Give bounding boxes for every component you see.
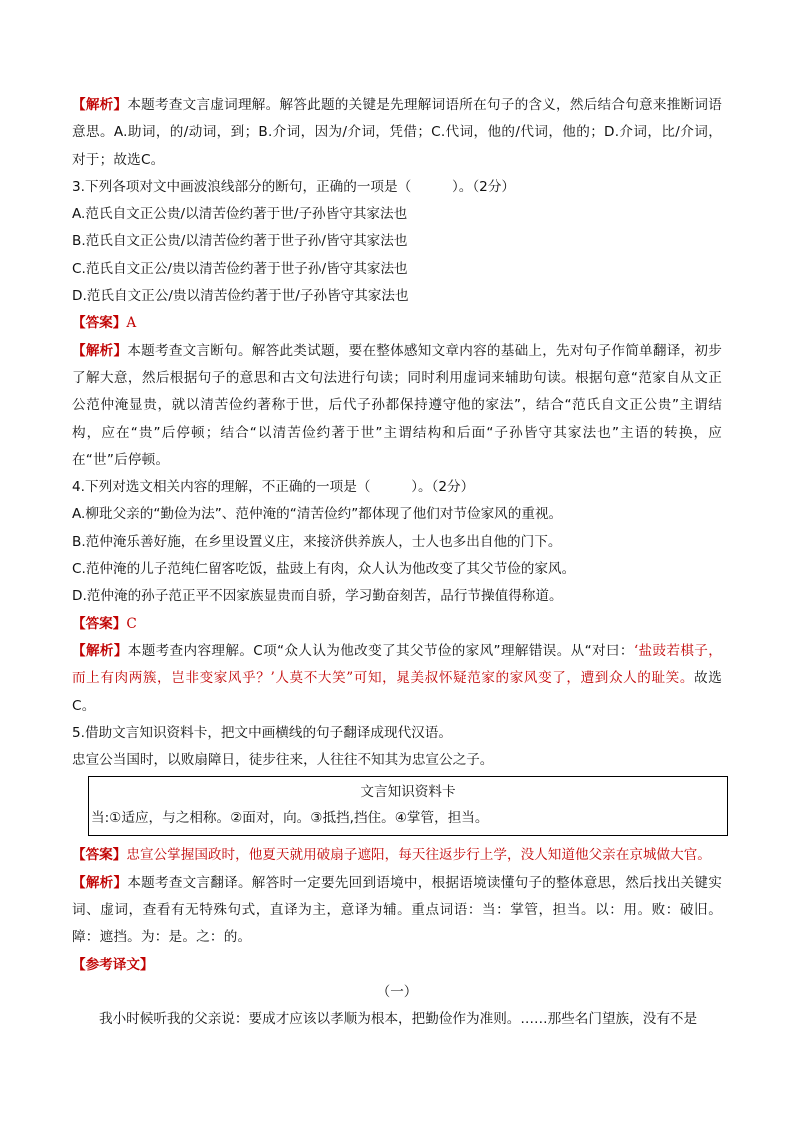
translation-heading: 【参考译文】: [72, 956, 154, 973]
q3-option-c: C.范氏自文正公/贵以清苦俭约著于世子孙/皆守其家法也: [72, 260, 408, 277]
analysis-tag: 【解析】: [72, 642, 128, 659]
q3-option-d: D.范氏自文正公/贵以清苦俭约著于世/子孙皆守其家法也: [72, 288, 409, 305]
analysis-quote: ‘盐豉若棋子，而上有肉两簇，岂非变家风乎？’人莫不大笑”可知，晁美叔怀疑范家的家风变了，遭到众人的耻笑。: [72, 642, 723, 687]
knowledge-card-title: 文言知识资料卡: [360, 784, 456, 801]
analysis-conclusion: 故选C。: [72, 670, 722, 714]
analysis-tag: 【解析】: [72, 874, 128, 891]
question-4-stem: 4.下列对选文相关内容的理解，不正确的一项是（ ）。（2分）: [72, 479, 475, 496]
answer-tag: 【答案】: [72, 847, 127, 864]
q4-option-c: C.范仲淹的儿子范纯仁留客吃饭，盐豉上有肉，众人认为他改变了其父节俭的家风。: [72, 561, 576, 578]
analysis-text: 本题考查文言断句。解答此类试题，要在整体感知文章内容的基础上，先对句子作简单翻译，初步了解大意，然后根据句子的意思和古文句法进行句读；同时利用虚词来辅助句读。根据句意“范家自从文正公范仲淹显贵，就以清苦俭约著称于世，后代子孙都保持遵守他的家法”，结合“范氏自文正公贵”主谓结构，应在“贵”后停顿；结合“以清苦俭约著于世”主谓结构和后面“子孙皆守其家法也”主语的转换，应在“世”后停顿。: [72, 342, 722, 468]
question-5-stem: 5.借助文言知识资料卡，把文中画横线的句子翻译成现代汉语。: [72, 724, 452, 741]
document-page: [72, 92, 722, 1034]
answer-value: C: [126, 615, 137, 632]
q5-analysis: [72, 870, 722, 952]
translation-section-number: （一）: [376, 983, 418, 1000]
q5-answer: [72, 842, 722, 869]
q4-option-a: A.柳玭父亲的“勤俭为法”、范仲淹的“清苦俭约”都体现了他们对节俭家风的重视。: [72, 506, 563, 523]
analysis-text: 本题考查文言虚词理解。解答此题的关键是先理解词语所在句子的含义，然后结合句意来推断词语意思。A.助词，的/动词，到；B.介词，因为/介词，凭借；C.代词，他的/代词，他的；D.介词，比/介词，对于；故选C。: [72, 97, 722, 168]
answer-value: 忠宣公掌握国政时，他夏天就用破扇子遮阳，每天往返步行上学，没人知道他父亲在京城做大官。: [126, 847, 711, 864]
knowledge-card: [88, 776, 728, 836]
translation-text: 我小时候听我的父亲说：要成才应该以孝顺为根本，把勤俭作为准则。……那些名门望族，没有不是: [99, 1011, 698, 1028]
q4-option-b: B.范仲淹乐善好施，在乡里设置义庄，来接济供养族人，士人也多出自他的门下。: [72, 533, 562, 550]
q4-answer: [72, 611, 722, 638]
q4-option-d: D.范仲淹的孙子范正平不因家族显贵而自骄，学习勤奋刻苦，品行节操值得称道。: [72, 588, 563, 605]
q3-analysis: [72, 338, 722, 474]
answer-tag: 【答案】: [72, 615, 127, 632]
analysis-text: 本题考查内容理解。C项“众人认为他改变了其父节俭的家风”理解错误。从“对曰：: [127, 642, 634, 659]
knowledge-card-body: 当:①适应，与之相称。②面对，向。③抵挡,挡住。④掌管，担当。: [91, 810, 489, 827]
analysis-q2: [72, 92, 722, 174]
question-3-stem: 3.下列各项对文中画波浪线部分的断句，正确的一项是（ ）。（2分）: [72, 178, 516, 195]
q4-analysis: [72, 638, 722, 720]
analysis-text: 本题考查文言翻译。解答时一定要先回到语境中，根据语境读懂句子的整体意思，然后找出关键实词、虚词，查看有无特殊句式，直译为主，意译为辅。重点词语：当：掌管，担当。以：用。败：破旧。障：遮挡。为：是。之：的。: [72, 874, 722, 946]
analysis-tag: 【解析】: [72, 342, 128, 359]
q3-option-a: A.范氏自文正公贵/以清苦俭约著于世/子孙皆守其家法也: [72, 206, 408, 223]
q5-sentence: 忠宣公当国时，以败扇障日，徒步往来，人往往不知其为忠宣公之子。: [72, 752, 494, 769]
analysis-tag: 【解析】: [72, 97, 128, 113]
answer-value: A: [126, 315, 137, 332]
q3-option-b: B.范氏自文正公贵/以清苦俭约著于世子孙/皆守其家法也: [72, 233, 408, 250]
q3-answer: [72, 310, 722, 337]
answer-tag: 【答案】: [72, 315, 127, 332]
